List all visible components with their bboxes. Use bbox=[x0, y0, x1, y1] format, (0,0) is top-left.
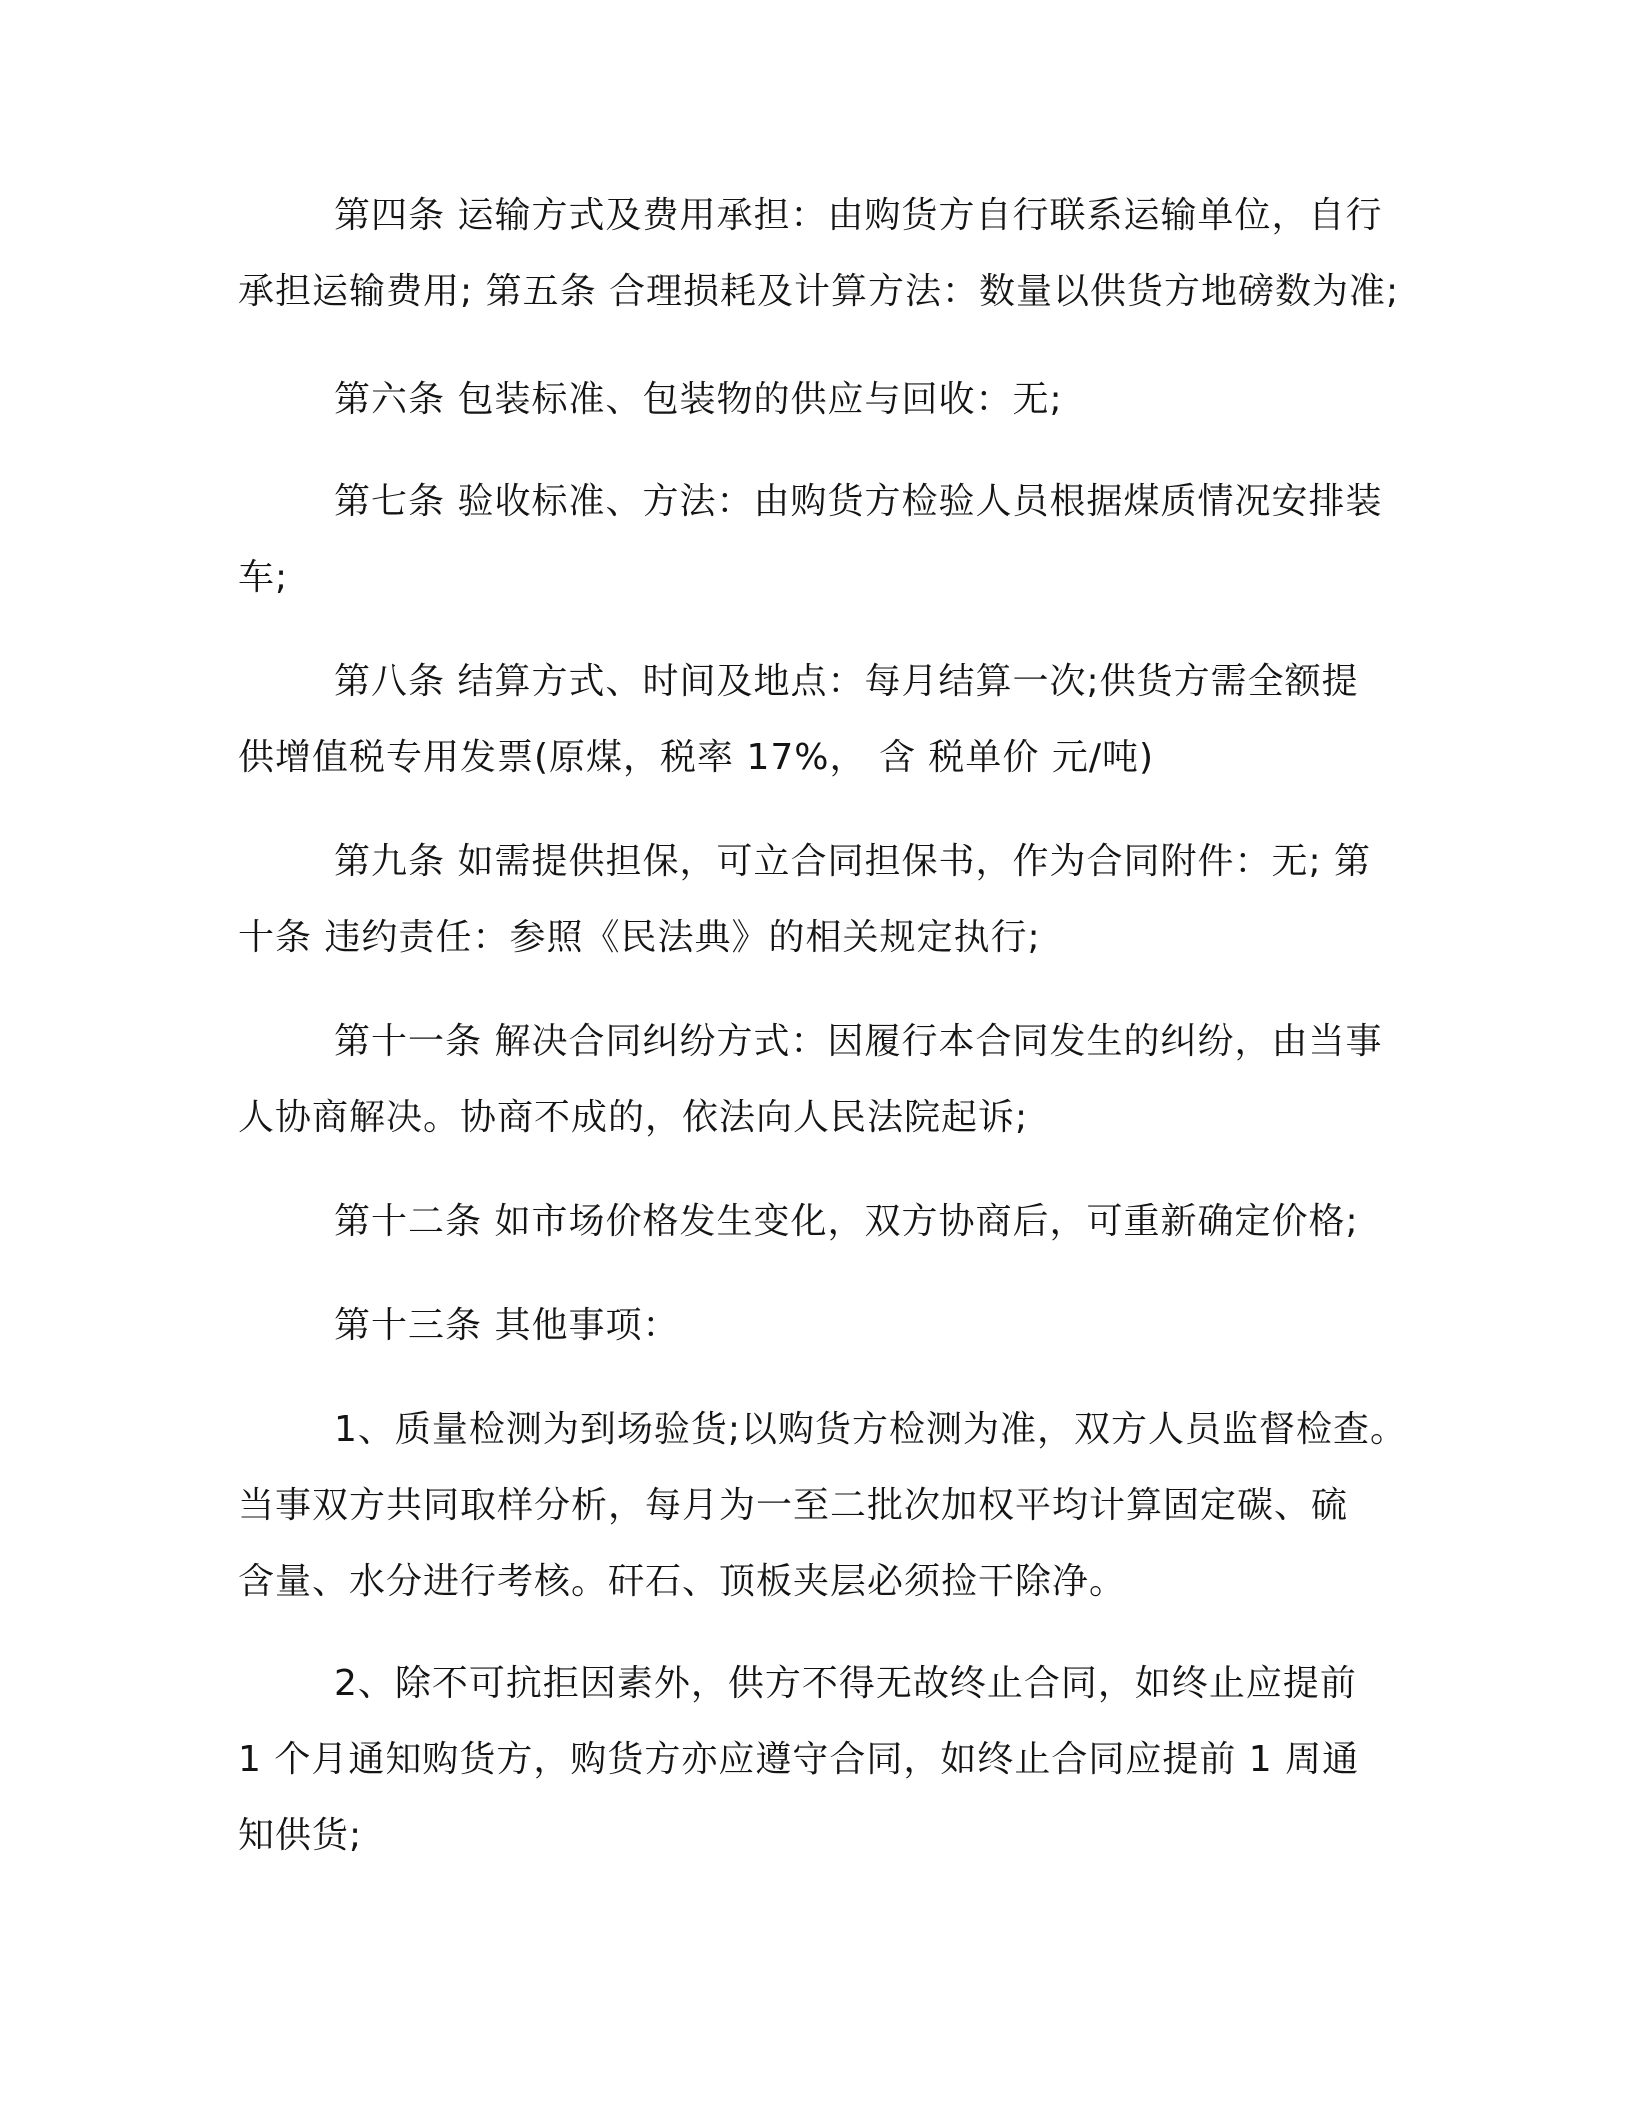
text-line: 第十三条 其他事项： bbox=[334, 1305, 680, 1346]
clause-4-5 bbox=[238, 178, 1398, 330]
text-line: 第六条 包装标准、包装物的供应与回收：无; bbox=[334, 379, 1063, 420]
text-line: 承担运输费用; 第五条 合理损耗及计算方法：数量以供货方地磅数为准; bbox=[238, 271, 1400, 312]
clause-11 bbox=[238, 1004, 1398, 1156]
text-line: 第八条 结算方式、时间及地点：每月结算一次;供货方需全额提 bbox=[334, 661, 1359, 702]
text-line: 第七条 验收标准、方法：由购货方检验人员根据煤质情况安排装 bbox=[334, 481, 1383, 522]
text-line: 十条 违约责任：参照《民法典》的相关规定执行; bbox=[238, 917, 1041, 958]
text-line: 2、除不可抗拒因素外，供方不得无故终止合同，如终止应提前 bbox=[334, 1663, 1357, 1704]
text-line: 第十一条 解决合同纠纷方式：因履行本合同发生的纠纷，由当事 bbox=[334, 1021, 1383, 1062]
text-line: 1、质量检测为到场验货;以购货方检测为准，双方人员监督检查。 bbox=[334, 1409, 1408, 1450]
text-line: 第四条 运输方式及费用承担：由购货方自行联系运输单位，自行 bbox=[334, 195, 1383, 236]
clause-13-item-1 bbox=[238, 1392, 1408, 1620]
clause-7 bbox=[238, 464, 1398, 616]
clause-9-10 bbox=[238, 824, 1398, 976]
text-line: 车; bbox=[238, 557, 289, 598]
text-line: 人协商解决。协商不成的，依法向人民法院起诉; bbox=[238, 1097, 1029, 1138]
clause-13 bbox=[238, 1288, 1398, 1364]
text-line: 1 个月通知购货方，购货方亦应遵守合同，如终止合同应提前 1 周通 bbox=[238, 1739, 1360, 1780]
clause-13-item-2 bbox=[238, 1646, 1398, 1874]
text-line: 含量、水分进行考核。矸石、顶板夹层必须捡干除净。 bbox=[238, 1561, 1127, 1602]
clause-12 bbox=[238, 1184, 1398, 1260]
clause-6 bbox=[238, 362, 1398, 438]
text-line: 当事双方共同取样分析，每月为一至二批次加权平均计算固定碳、硫 bbox=[238, 1485, 1349, 1526]
text-line: 第十二条 如市场价格发生变化，双方协商后，可重新确定价格; bbox=[334, 1201, 1359, 1242]
text-line: 知供货; bbox=[238, 1815, 363, 1856]
text-line: 第九条 如需提供担保，可立合同担保书，作为合同附件：无; 第 bbox=[334, 841, 1372, 882]
clause-8 bbox=[238, 644, 1398, 796]
text-line: 供增值税专用发票(原煤，税率 17%， 含 税单价 元/吨) bbox=[238, 737, 1155, 778]
